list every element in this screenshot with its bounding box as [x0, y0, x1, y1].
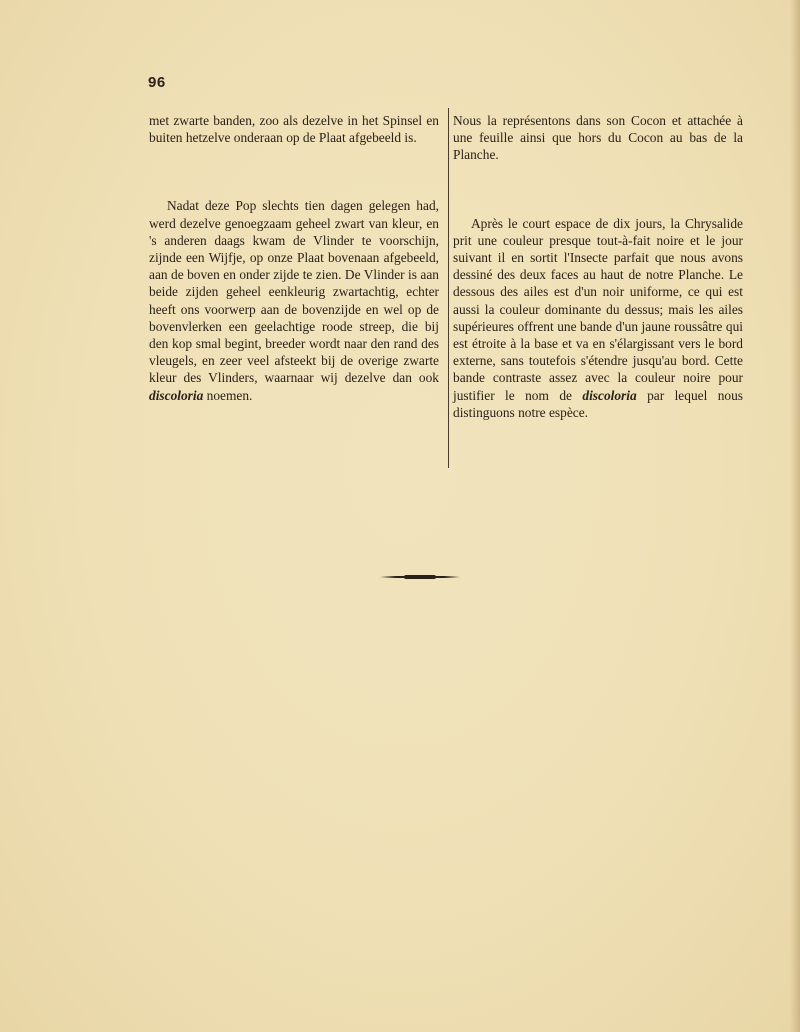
french-paragraph-2-end: par lequel nous distinguons notre espèce. [453, 387, 744, 420]
dutch-paragraph-2 [149, 197, 439, 403]
column-divider [448, 108, 449, 468]
section-end-rule-center [404, 575, 436, 579]
french-paragraph-1: Nous la représentons dans son Cocon et attachée à une feuille ainsi que hors du Cocon au bas de la Planche. [453, 113, 743, 163]
page-number: 96 [148, 74, 166, 91]
dutch-species-name: discoloria [149, 387, 204, 403]
french-paragraph-2-text: Après le court espace de dix jours, la Chrysalide prit une couleur presque tout-à-fait noire et le jour suivant il en sortit l'Insecte parfait que nous avons dessiné des deux faces au haut de notre Planche. Le dessous des ailes est d'un noir uniforme, ce qui est aussi la couleur dominante du dessus; mais les ailes supérieures offrent une bande d'un jaune roussâtre qui est étroite à la base et va en s'élargissant vers le bord externe, sans toutefois s'étendre jusqu'au bord. Cette bande contraste assez avec la couleur noire pour justifier le nom de [453, 215, 743, 403]
dutch-paragraph-2-text: Nadat deze Pop slechts tien dagen gelegen had, werd dezelve genoegzaam geheel zwart van kleur, en 's anderen daags kwam de Vlinder te voorschijn, zijnde een Wijfje, op onze Plaat bovenaan afgebeeld, aan de boven en onder zijde te zien. De Vlinder is aan beide zijden geheel eenkleurig zwartachtig, echter heeft ons voorwerp aan de bovenzijde en wel op de bovenvlerken een geelachtige roode streep, die bij den kop smal begint, breeder wordt naar den rand des vleugels, en zeer veel afsteekt bij de overige zwarte kleur des Vlinders, waarnaar wij dezelve dan ook [149, 198, 439, 386]
dutch-paragraph-1: met zwarte banden, zoo als dezelve in het Spinsel en buiten hetzelve onderaan op de Plaat afgebeeld is. [149, 113, 439, 146]
dutch-column [149, 112, 439, 404]
french-species-name: discoloria [582, 387, 637, 403]
french-paragraph-2 [453, 215, 743, 421]
french-column [453, 112, 743, 421]
page-edge-shadow [790, 0, 800, 1032]
dutch-paragraph-2-end: noemen. [203, 387, 253, 403]
